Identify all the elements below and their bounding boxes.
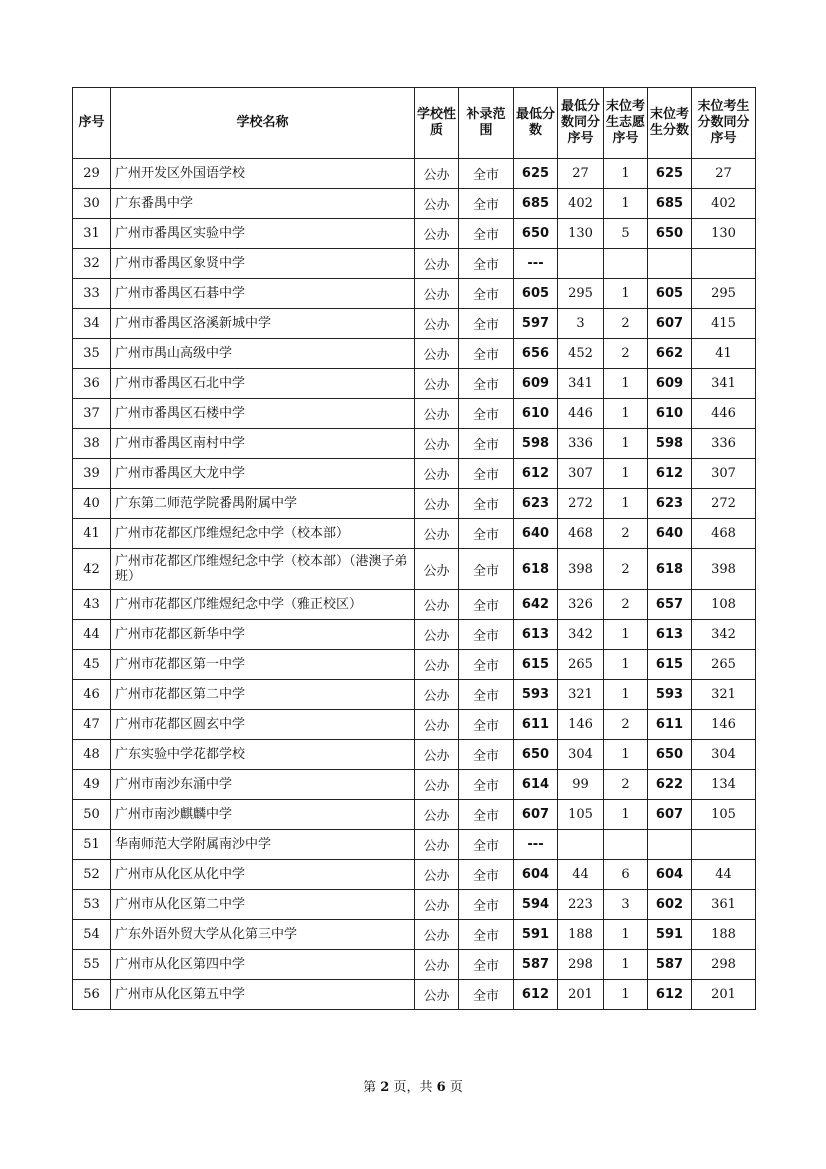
header-index: 序号 bbox=[73, 88, 111, 159]
cell-last-same-rank: 341 bbox=[692, 369, 756, 399]
cell-last-same-rank: 415 bbox=[692, 309, 756, 339]
cell-last-preference: 1 bbox=[604, 279, 648, 309]
cell-school-nature: 公办 bbox=[415, 339, 459, 369]
cell-school-nature: 公办 bbox=[415, 369, 459, 399]
cell-last-preference: 2 bbox=[604, 309, 648, 339]
cell-index: 31 bbox=[73, 219, 111, 249]
cell-index: 53 bbox=[73, 890, 111, 920]
cell-min-score: 625 bbox=[514, 159, 558, 189]
cell-last-score: 625 bbox=[648, 159, 692, 189]
table-row bbox=[73, 920, 756, 950]
cell-last-same-rank: 304 bbox=[692, 740, 756, 770]
cell-last-score: 591 bbox=[648, 920, 692, 950]
cell-last-preference: 1 bbox=[604, 369, 648, 399]
cell-school-nature: 公办 bbox=[415, 249, 459, 279]
cell-school-nature: 公办 bbox=[415, 549, 459, 590]
table-row bbox=[73, 740, 756, 770]
cell-last-same-rank: 307 bbox=[692, 459, 756, 489]
cell-min-same-rank: 446 bbox=[558, 399, 604, 429]
cell-min-score: 642 bbox=[514, 590, 558, 620]
cell-last-preference: 1 bbox=[604, 459, 648, 489]
cell-min-same-rank: 188 bbox=[558, 920, 604, 950]
table-row bbox=[73, 549, 756, 590]
cell-last-score: 623 bbox=[648, 489, 692, 519]
cell-last-same-rank: 342 bbox=[692, 620, 756, 650]
cell-school-nature: 公办 bbox=[415, 309, 459, 339]
cell-index: 50 bbox=[73, 800, 111, 830]
cell-last-same-rank: 105 bbox=[692, 800, 756, 830]
cell-school-name: 广州市番禺区实验中学 bbox=[111, 219, 415, 249]
cell-min-same-rank: 223 bbox=[558, 890, 604, 920]
cell-school-name: 广州市花都区新华中学 bbox=[111, 620, 415, 650]
cell-last-same-rank: 134 bbox=[692, 770, 756, 800]
table-row bbox=[73, 980, 756, 1010]
cell-school-nature: 公办 bbox=[415, 710, 459, 740]
cell-last-same-rank: 41 bbox=[692, 339, 756, 369]
cell-school-nature: 公办 bbox=[415, 920, 459, 950]
cell-school-name: 广州市花都区邝维煜纪念中学（雅正校区） bbox=[111, 590, 415, 620]
table-header-row bbox=[73, 88, 756, 159]
cell-scope: 全市 bbox=[459, 249, 514, 279]
cell-min-same-rank: 201 bbox=[558, 980, 604, 1010]
cell-min-same-rank: 146 bbox=[558, 710, 604, 740]
cell-min-same-rank: 307 bbox=[558, 459, 604, 489]
cell-last-same-rank: 295 bbox=[692, 279, 756, 309]
cell-school-name: 广州市花都区邝维煜纪念中学（校本部）（港澳子弟班） bbox=[111, 549, 415, 590]
table-row bbox=[73, 159, 756, 189]
cell-school-name: 广州市番禺区洛溪新城中学 bbox=[111, 309, 415, 339]
cell-last-score: 685 bbox=[648, 189, 692, 219]
cell-school-nature: 公办 bbox=[415, 489, 459, 519]
cell-min-score: --- bbox=[514, 249, 558, 279]
cell-min-score: 612 bbox=[514, 459, 558, 489]
footer-middle: 页，共 bbox=[393, 1080, 433, 1095]
cell-min-same-rank: 468 bbox=[558, 519, 604, 549]
cell-last-score: 650 bbox=[648, 219, 692, 249]
cell-school-name: 广州市花都区邝维煜纪念中学（校本部） bbox=[111, 519, 415, 549]
cell-last-score: 607 bbox=[648, 309, 692, 339]
table-row bbox=[73, 950, 756, 980]
table-row bbox=[73, 459, 756, 489]
table-row bbox=[73, 710, 756, 740]
cell-index: 47 bbox=[73, 710, 111, 740]
cell-school-nature: 公办 bbox=[415, 159, 459, 189]
cell-index: 41 bbox=[73, 519, 111, 549]
cell-school-name: 广州市南沙东涌中学 bbox=[111, 770, 415, 800]
table-row bbox=[73, 519, 756, 549]
cell-min-score: 623 bbox=[514, 489, 558, 519]
cell-min-score: 593 bbox=[514, 680, 558, 710]
cell-school-name: 广州市禺山高级中学 bbox=[111, 339, 415, 369]
cell-scope: 全市 bbox=[459, 429, 514, 459]
cell-index: 37 bbox=[73, 399, 111, 429]
cell-min-same-rank: 341 bbox=[558, 369, 604, 399]
cell-min-same-rank: 130 bbox=[558, 219, 604, 249]
cell-index: 52 bbox=[73, 860, 111, 890]
cell-school-name: 广州市从化区第五中学 bbox=[111, 980, 415, 1010]
header-scope: 补录范围 bbox=[459, 88, 514, 159]
cell-scope: 全市 bbox=[459, 159, 514, 189]
cell-last-same-rank bbox=[692, 830, 756, 860]
cell-last-preference: 1 bbox=[604, 740, 648, 770]
cell-min-score: 685 bbox=[514, 189, 558, 219]
cell-index: 49 bbox=[73, 770, 111, 800]
cell-scope: 全市 bbox=[459, 590, 514, 620]
cell-min-same-rank: 326 bbox=[558, 590, 604, 620]
cell-last-score bbox=[648, 830, 692, 860]
cell-school-name: 广州市花都区第一中学 bbox=[111, 650, 415, 680]
cell-school-nature: 公办 bbox=[415, 890, 459, 920]
table-row bbox=[73, 279, 756, 309]
cell-last-score: 602 bbox=[648, 890, 692, 920]
cell-last-score: 593 bbox=[648, 680, 692, 710]
cell-min-score: 605 bbox=[514, 279, 558, 309]
cell-school-name: 广州市花都区圆玄中学 bbox=[111, 710, 415, 740]
cell-scope: 全市 bbox=[459, 830, 514, 860]
table-row bbox=[73, 399, 756, 429]
cell-last-preference: 5 bbox=[604, 219, 648, 249]
cell-min-score: 597 bbox=[514, 309, 558, 339]
cell-school-name: 广州市番禺区石北中学 bbox=[111, 369, 415, 399]
cell-index: 51 bbox=[73, 830, 111, 860]
table-row bbox=[73, 489, 756, 519]
cell-min-score: 594 bbox=[514, 890, 558, 920]
cell-last-same-rank: 27 bbox=[692, 159, 756, 189]
cell-index: 56 bbox=[73, 980, 111, 1010]
cell-last-score: 604 bbox=[648, 860, 692, 890]
table-row bbox=[73, 590, 756, 620]
cell-index: 33 bbox=[73, 279, 111, 309]
cell-min-same-rank: 342 bbox=[558, 620, 604, 650]
cell-last-score: 612 bbox=[648, 459, 692, 489]
cell-min-same-rank: 298 bbox=[558, 950, 604, 980]
cell-last-same-rank: 130 bbox=[692, 219, 756, 249]
table-body bbox=[73, 159, 756, 1010]
cell-last-preference: 1 bbox=[604, 950, 648, 980]
cell-min-score: 650 bbox=[514, 740, 558, 770]
cell-last-score bbox=[648, 249, 692, 279]
cell-last-same-rank: 398 bbox=[692, 549, 756, 590]
cell-school-nature: 公办 bbox=[415, 399, 459, 429]
cell-index: 46 bbox=[73, 680, 111, 710]
cell-last-same-rank: 468 bbox=[692, 519, 756, 549]
cell-scope: 全市 bbox=[459, 740, 514, 770]
cell-school-name: 广州市番禺区象贤中学 bbox=[111, 249, 415, 279]
cell-last-score: 662 bbox=[648, 339, 692, 369]
cell-school-nature: 公办 bbox=[415, 519, 459, 549]
cell-last-same-rank: 336 bbox=[692, 429, 756, 459]
cell-min-same-rank: 336 bbox=[558, 429, 604, 459]
cell-scope: 全市 bbox=[459, 800, 514, 830]
cell-school-name: 广州市番禺区大龙中学 bbox=[111, 459, 415, 489]
cell-min-same-rank: 398 bbox=[558, 549, 604, 590]
cell-last-same-rank: 188 bbox=[692, 920, 756, 950]
table-row bbox=[73, 309, 756, 339]
cell-last-preference: 1 bbox=[604, 800, 648, 830]
cell-last-score: 610 bbox=[648, 399, 692, 429]
admissions-table bbox=[72, 87, 756, 1010]
footer-page-number: 2 bbox=[380, 1080, 390, 1095]
cell-school-name: 广东外语外贸大学从化第三中学 bbox=[111, 920, 415, 950]
cell-scope: 全市 bbox=[459, 650, 514, 680]
cell-school-nature: 公办 bbox=[415, 620, 459, 650]
cell-index: 35 bbox=[73, 339, 111, 369]
cell-last-score: 640 bbox=[648, 519, 692, 549]
table-row bbox=[73, 650, 756, 680]
cell-index: 40 bbox=[73, 489, 111, 519]
cell-last-preference: 6 bbox=[604, 860, 648, 890]
cell-index: 55 bbox=[73, 950, 111, 980]
cell-min-score: --- bbox=[514, 830, 558, 860]
cell-min-score: 609 bbox=[514, 369, 558, 399]
cell-min-same-rank: 321 bbox=[558, 680, 604, 710]
header-min-same-rank: 最低分数同分序号 bbox=[558, 88, 604, 159]
cell-last-preference: 1 bbox=[604, 429, 648, 459]
cell-scope: 全市 bbox=[459, 770, 514, 800]
cell-last-same-rank: 402 bbox=[692, 189, 756, 219]
cell-index: 32 bbox=[73, 249, 111, 279]
cell-min-score: 656 bbox=[514, 339, 558, 369]
cell-min-same-rank bbox=[558, 830, 604, 860]
cell-school-name: 广州开发区外国语学校 bbox=[111, 159, 415, 189]
cell-last-same-rank: 146 bbox=[692, 710, 756, 740]
cell-school-nature: 公办 bbox=[415, 429, 459, 459]
cell-last-same-rank: 265 bbox=[692, 650, 756, 680]
cell-school-name: 广州市花都区第二中学 bbox=[111, 680, 415, 710]
cell-school-nature: 公办 bbox=[415, 680, 459, 710]
cell-school-nature: 公办 bbox=[415, 770, 459, 800]
cell-min-score: 618 bbox=[514, 549, 558, 590]
cell-last-preference: 1 bbox=[604, 489, 648, 519]
table-row bbox=[73, 770, 756, 800]
cell-min-score: 612 bbox=[514, 980, 558, 1010]
cell-min-same-rank: 295 bbox=[558, 279, 604, 309]
cell-last-preference bbox=[604, 249, 648, 279]
cell-school-name: 广东第二师范学院番禺附属中学 bbox=[111, 489, 415, 519]
cell-scope: 全市 bbox=[459, 489, 514, 519]
cell-last-preference: 2 bbox=[604, 770, 648, 800]
cell-last-same-rank: 201 bbox=[692, 980, 756, 1010]
cell-school-nature: 公办 bbox=[415, 590, 459, 620]
cell-min-same-rank: 27 bbox=[558, 159, 604, 189]
cell-last-score: 609 bbox=[648, 369, 692, 399]
cell-school-nature: 公办 bbox=[415, 279, 459, 309]
cell-scope: 全市 bbox=[459, 920, 514, 950]
cell-school-nature: 公办 bbox=[415, 980, 459, 1010]
cell-last-score: 607 bbox=[648, 800, 692, 830]
cell-min-same-rank: 105 bbox=[558, 800, 604, 830]
cell-min-score: 613 bbox=[514, 620, 558, 650]
cell-min-same-rank: 304 bbox=[558, 740, 604, 770]
cell-last-preference: 1 bbox=[604, 920, 648, 950]
cell-school-nature: 公办 bbox=[415, 740, 459, 770]
cell-school-nature: 公办 bbox=[415, 650, 459, 680]
cell-scope: 全市 bbox=[459, 399, 514, 429]
cell-school-name: 广州市番禺区南村中学 bbox=[111, 429, 415, 459]
cell-school-nature: 公办 bbox=[415, 830, 459, 860]
cell-school-name: 广州市从化区从化中学 bbox=[111, 860, 415, 890]
cell-min-score: 604 bbox=[514, 860, 558, 890]
footer-total-pages: 6 bbox=[436, 1080, 446, 1095]
cell-min-score: 610 bbox=[514, 399, 558, 429]
cell-index: 29 bbox=[73, 159, 111, 189]
cell-last-score: 611 bbox=[648, 710, 692, 740]
table-row bbox=[73, 429, 756, 459]
cell-school-nature: 公办 bbox=[415, 860, 459, 890]
table-row bbox=[73, 219, 756, 249]
cell-min-score: 598 bbox=[514, 429, 558, 459]
cell-last-score: 605 bbox=[648, 279, 692, 309]
cell-school-nature: 公办 bbox=[415, 189, 459, 219]
cell-last-preference: 2 bbox=[604, 549, 648, 590]
cell-last-score: 650 bbox=[648, 740, 692, 770]
table-row bbox=[73, 189, 756, 219]
cell-last-preference: 1 bbox=[604, 399, 648, 429]
cell-last-score: 613 bbox=[648, 620, 692, 650]
cell-last-same-rank: 298 bbox=[692, 950, 756, 980]
cell-last-score: 622 bbox=[648, 770, 692, 800]
cell-last-same-rank: 446 bbox=[692, 399, 756, 429]
header-school-name: 学校名称 bbox=[111, 88, 415, 159]
cell-last-score: 657 bbox=[648, 590, 692, 620]
cell-min-score: 591 bbox=[514, 920, 558, 950]
cell-last-preference: 2 bbox=[604, 710, 648, 740]
cell-school-nature: 公办 bbox=[415, 800, 459, 830]
cell-last-preference bbox=[604, 830, 648, 860]
cell-index: 43 bbox=[73, 590, 111, 620]
cell-school-name: 广州市从化区第四中学 bbox=[111, 950, 415, 980]
cell-scope: 全市 bbox=[459, 710, 514, 740]
table-row bbox=[73, 890, 756, 920]
cell-last-same-rank: 361 bbox=[692, 890, 756, 920]
cell-school-nature: 公办 bbox=[415, 950, 459, 980]
cell-last-preference: 1 bbox=[604, 980, 648, 1010]
cell-school-name: 广州市番禺区石楼中学 bbox=[111, 399, 415, 429]
cell-last-score: 612 bbox=[648, 980, 692, 1010]
cell-last-score: 618 bbox=[648, 549, 692, 590]
cell-scope: 全市 bbox=[459, 309, 514, 339]
cell-index: 30 bbox=[73, 189, 111, 219]
cell-min-same-rank: 452 bbox=[558, 339, 604, 369]
cell-min-same-rank: 265 bbox=[558, 650, 604, 680]
table-row bbox=[73, 830, 756, 860]
cell-last-preference: 1 bbox=[604, 680, 648, 710]
cell-last-same-rank: 44 bbox=[692, 860, 756, 890]
cell-last-preference: 1 bbox=[604, 620, 648, 650]
cell-last-score: 598 bbox=[648, 429, 692, 459]
cell-last-score: 587 bbox=[648, 950, 692, 980]
cell-min-score: 615 bbox=[514, 650, 558, 680]
cell-min-same-rank: 402 bbox=[558, 189, 604, 219]
cell-min-score: 614 bbox=[514, 770, 558, 800]
cell-min-score: 640 bbox=[514, 519, 558, 549]
cell-scope: 全市 bbox=[459, 519, 514, 549]
cell-scope: 全市 bbox=[459, 980, 514, 1010]
cell-last-preference: 1 bbox=[604, 650, 648, 680]
header-school-nature: 学校性质 bbox=[415, 88, 459, 159]
cell-index: 38 bbox=[73, 429, 111, 459]
cell-last-preference: 1 bbox=[604, 189, 648, 219]
cell-school-name: 广州市南沙麒麟中学 bbox=[111, 800, 415, 830]
cell-index: 36 bbox=[73, 369, 111, 399]
cell-scope: 全市 bbox=[459, 620, 514, 650]
cell-last-preference: 3 bbox=[604, 890, 648, 920]
cell-min-same-rank: 44 bbox=[558, 860, 604, 890]
cell-scope: 全市 bbox=[459, 219, 514, 249]
header-last-same-rank: 末位考生分数同分序号 bbox=[692, 88, 756, 159]
cell-index: 54 bbox=[73, 920, 111, 950]
cell-min-score: 650 bbox=[514, 219, 558, 249]
cell-index: 34 bbox=[73, 309, 111, 339]
footer-prefix: 第 bbox=[363, 1080, 377, 1095]
cell-scope: 全市 bbox=[459, 279, 514, 309]
cell-scope: 全市 bbox=[459, 459, 514, 489]
table-row bbox=[73, 369, 756, 399]
cell-min-same-rank bbox=[558, 249, 604, 279]
table-row bbox=[73, 800, 756, 830]
table-row bbox=[73, 620, 756, 650]
cell-scope: 全市 bbox=[459, 339, 514, 369]
cell-min-score: 587 bbox=[514, 950, 558, 980]
cell-scope: 全市 bbox=[459, 549, 514, 590]
cell-min-score: 607 bbox=[514, 800, 558, 830]
cell-min-same-rank: 3 bbox=[558, 309, 604, 339]
page-footer bbox=[0, 1076, 826, 1095]
table-row bbox=[73, 249, 756, 279]
cell-scope: 全市 bbox=[459, 890, 514, 920]
cell-index: 48 bbox=[73, 740, 111, 770]
cell-last-preference: 2 bbox=[604, 519, 648, 549]
cell-school-name: 广州市番禺区石碁中学 bbox=[111, 279, 415, 309]
cell-index: 39 bbox=[73, 459, 111, 489]
cell-school-name: 华南师范大学附属南沙中学 bbox=[111, 830, 415, 860]
cell-school-nature: 公办 bbox=[415, 219, 459, 249]
cell-min-same-rank: 99 bbox=[558, 770, 604, 800]
header-min-score: 最低分数 bbox=[514, 88, 558, 159]
cell-last-same-rank: 321 bbox=[692, 680, 756, 710]
cell-scope: 全市 bbox=[459, 860, 514, 890]
cell-school-name: 广州市从化区第二中学 bbox=[111, 890, 415, 920]
table-row bbox=[73, 860, 756, 890]
table-row bbox=[73, 680, 756, 710]
cell-school-name: 广东番禺中学 bbox=[111, 189, 415, 219]
cell-last-preference: 2 bbox=[604, 339, 648, 369]
cell-school-name: 广东实验中学花都学校 bbox=[111, 740, 415, 770]
cell-last-preference: 2 bbox=[604, 590, 648, 620]
cell-last-score: 615 bbox=[648, 650, 692, 680]
cell-last-same-rank bbox=[692, 249, 756, 279]
footer-suffix: 页 bbox=[449, 1080, 463, 1095]
cell-school-nature: 公办 bbox=[415, 459, 459, 489]
cell-min-score: 611 bbox=[514, 710, 558, 740]
header-last-score: 末位考生分数 bbox=[648, 88, 692, 159]
cell-scope: 全市 bbox=[459, 369, 514, 399]
cell-last-same-rank: 108 bbox=[692, 590, 756, 620]
table-row bbox=[73, 339, 756, 369]
cell-scope: 全市 bbox=[459, 950, 514, 980]
cell-min-same-rank: 272 bbox=[558, 489, 604, 519]
cell-scope: 全市 bbox=[459, 189, 514, 219]
header-last-preference: 末位考生志愿序号 bbox=[604, 88, 648, 159]
cell-last-same-rank: 272 bbox=[692, 489, 756, 519]
cell-index: 44 bbox=[73, 620, 111, 650]
cell-last-preference: 1 bbox=[604, 159, 648, 189]
cell-index: 45 bbox=[73, 650, 111, 680]
cell-index: 42 bbox=[73, 549, 111, 590]
cell-scope: 全市 bbox=[459, 680, 514, 710]
